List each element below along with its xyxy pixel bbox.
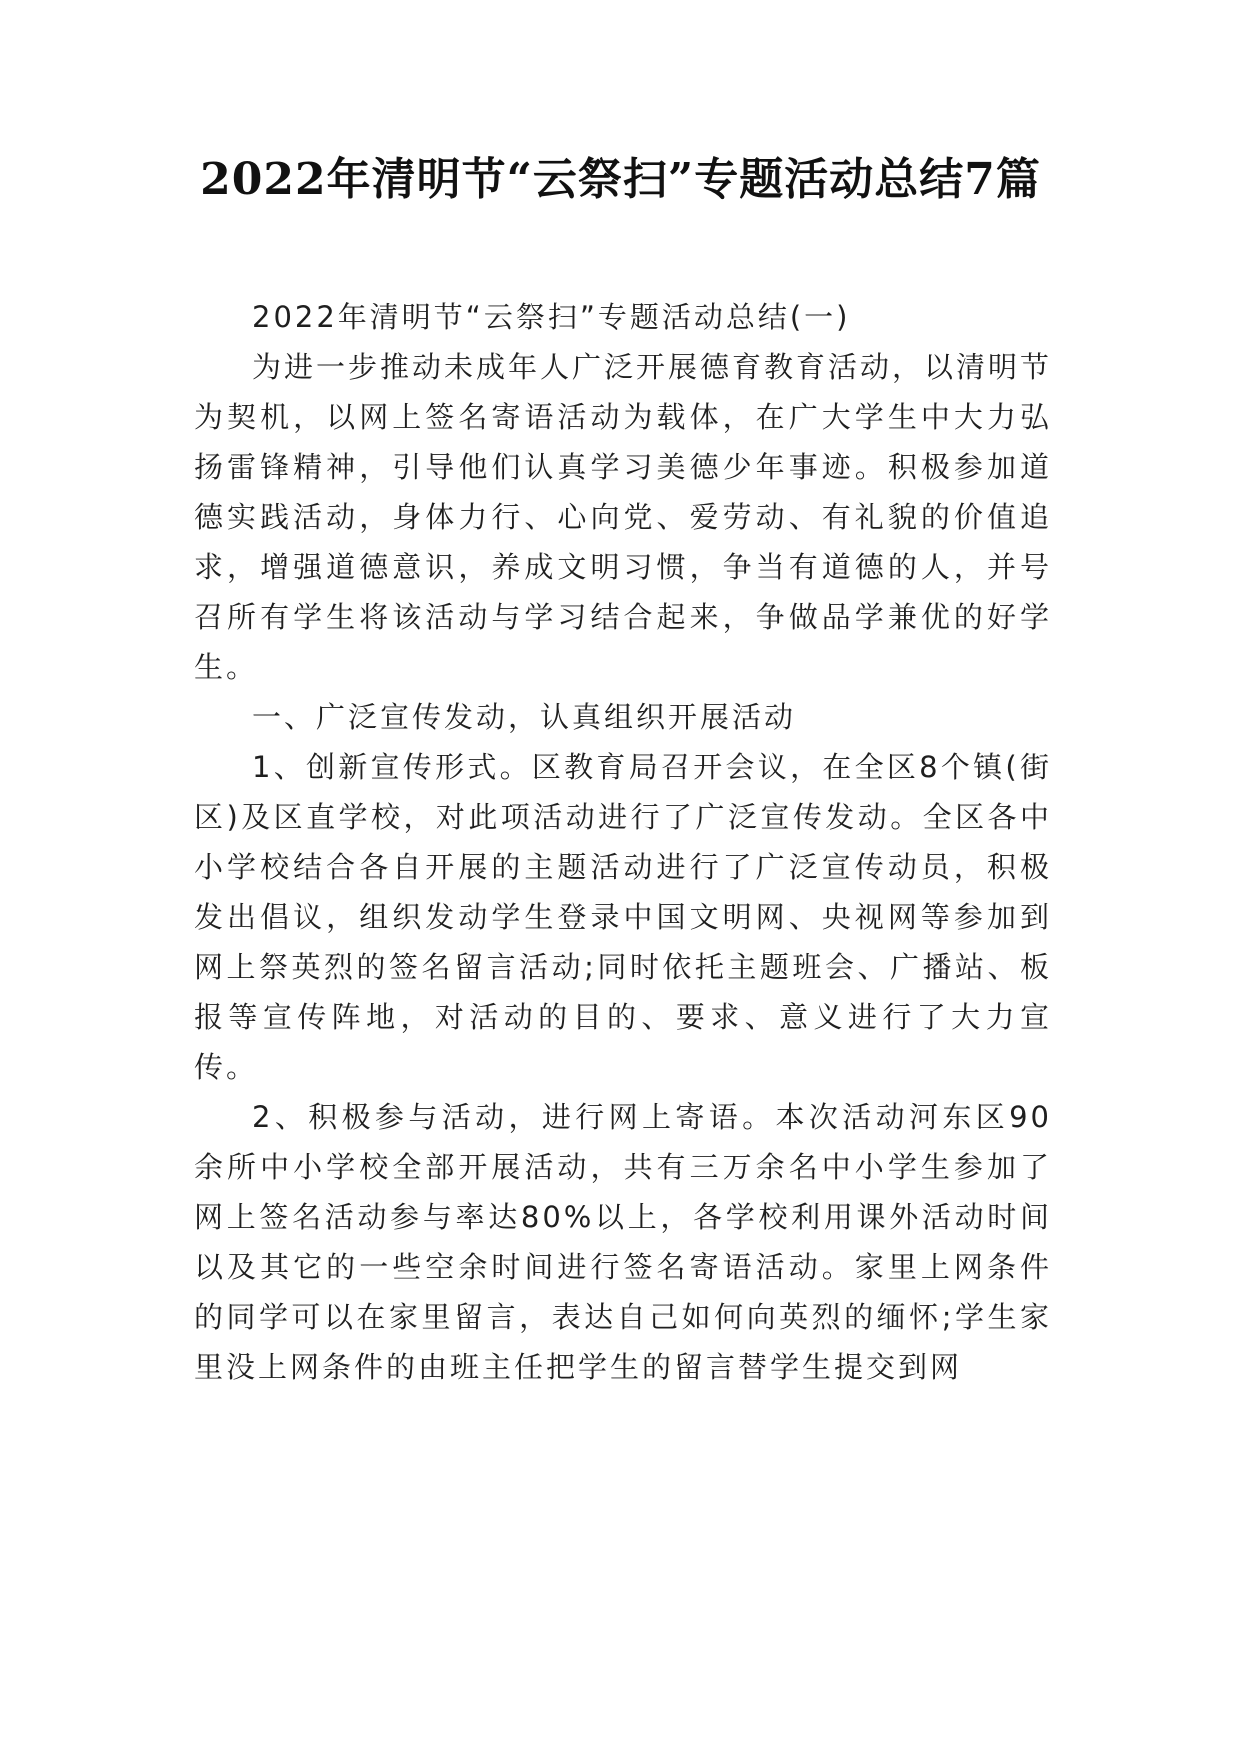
paragraph-item-1: 1、创新宣传形式。区教育局召开会议，在全区8个镇(街区)及区直学校，对此项活动进行了广泛宣传发动。全区各中小学校结合各自开展的主题活动进行了广泛宣传动员，积极发出倡议，组织发动学生登录中国文明网、央视网等参加到网上祭英烈的签名留言活动;同时依托主题班会、广播站、板报等宣传阵地，对活动的目的、要求、意义进行了大力宣传。 [194, 750, 1052, 1084]
paragraph-item-2: 2、积极参与活动，进行网上寄语。本次活动河东区90余所中小学校全部开展活动，共有三万余名中小学生参加了网上签名活动参与率达80%以上，各学校利用课外活动时间以及其它的一些空余时间进行签名寄语活动。家里上网条件的同学可以在家里留言，表达自己如何向英烈的缅怀;学生家里没上网条件的由班主任把学生的留言替学生提交到网 [194, 1100, 1052, 1384]
subsection-heading: 一、广泛宣传发动，认真组织开展活动 [252, 700, 797, 734]
intro-paragraph: 为进一步推动未成年人广泛开展德育教育活动，以清明节为契机，以网上签名寄语活动为载体，在广大学生中大力弘扬雷锋精神，引导他们认真学习美德少年事迹。积极参加道德实践活动，身体力行、心向党、爱劳动、有礼貌的价值追求，增强道德意识，养成文明习惯，争当有道德的人，并号召所有学生将该活动与学习结合起来，争做品学兼优的好学生。 [194, 350, 1053, 684]
document-title: 2022年清明节“云祭扫”专题活动总结7篇 [200, 154, 1041, 205]
document-body [194, 292, 1052, 1392]
section-heading-one: 2022年清明节“云祭扫”专题活动总结(一) [252, 300, 851, 334]
